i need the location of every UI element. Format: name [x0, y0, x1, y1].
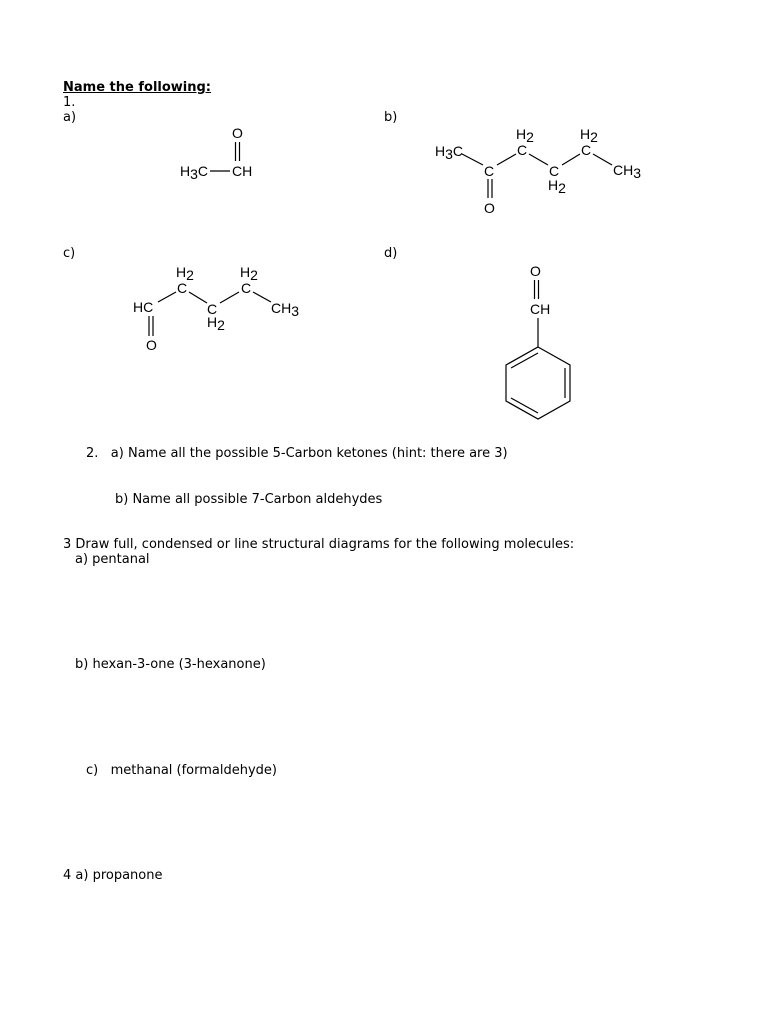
oxygen-atom: O — [232, 125, 243, 141]
ch3-group: H3C — [180, 163, 209, 182]
q2b-text: b) Name all possible 7-Carbon aldehydes — [115, 492, 383, 507]
oxygen-atom: O — [484, 200, 495, 216]
q3a-text: a) pentanal — [75, 552, 150, 567]
ch3-group: H3C — [435, 143, 464, 162]
q3-intro: 3 Draw full, condensed or line structural diagrams for the following molecules: — [63, 537, 575, 552]
q1d-label: d) — [384, 246, 398, 261]
oxygen-atom: O — [146, 337, 157, 353]
benzene-ring — [506, 347, 570, 419]
q3c-text: c) methanal (formaldehyde) — [86, 763, 277, 778]
q1a-label: a) — [63, 110, 77, 125]
ch3-group: CH3 — [613, 162, 642, 181]
svg-text:C: C — [581, 142, 592, 158]
svg-text:C: C — [517, 142, 528, 158]
ch-group: CH — [232, 163, 253, 179]
svg-text:C: C — [177, 280, 188, 296]
aldehyde-group: HC — [133, 299, 154, 315]
ch3-group: CH3 — [271, 300, 300, 319]
question-number: 1. — [63, 95, 76, 110]
q2a-text: 2. a) Name all the possible 5-Carbon ketones (hint: there are 3) — [86, 446, 508, 461]
svg-text:C: C — [549, 163, 560, 179]
ch2-group: H2 — [176, 264, 194, 283]
page-title: Name the following: — [63, 80, 212, 95]
q1c-label: c) — [63, 246, 76, 261]
oxygen-atom: O — [530, 263, 541, 279]
ch2-group: H2 — [207, 314, 225, 333]
svg-text:C: C — [241, 280, 252, 296]
q3b-text: b) hexan-3-one (3-hexanone) — [75, 657, 266, 672]
ch2-group: H2 — [240, 264, 258, 283]
q4a-text: 4 a) propanone — [63, 868, 163, 883]
svg-text:C: C — [207, 301, 218, 317]
ch2-group: H2 — [548, 177, 566, 196]
ch-group: CH — [530, 301, 551, 317]
q1b-label: b) — [384, 110, 398, 125]
carbonyl-carbon: C — [484, 163, 495, 179]
ch2-group: H2 — [580, 126, 598, 145]
ch2-group: H2 — [516, 126, 534, 145]
